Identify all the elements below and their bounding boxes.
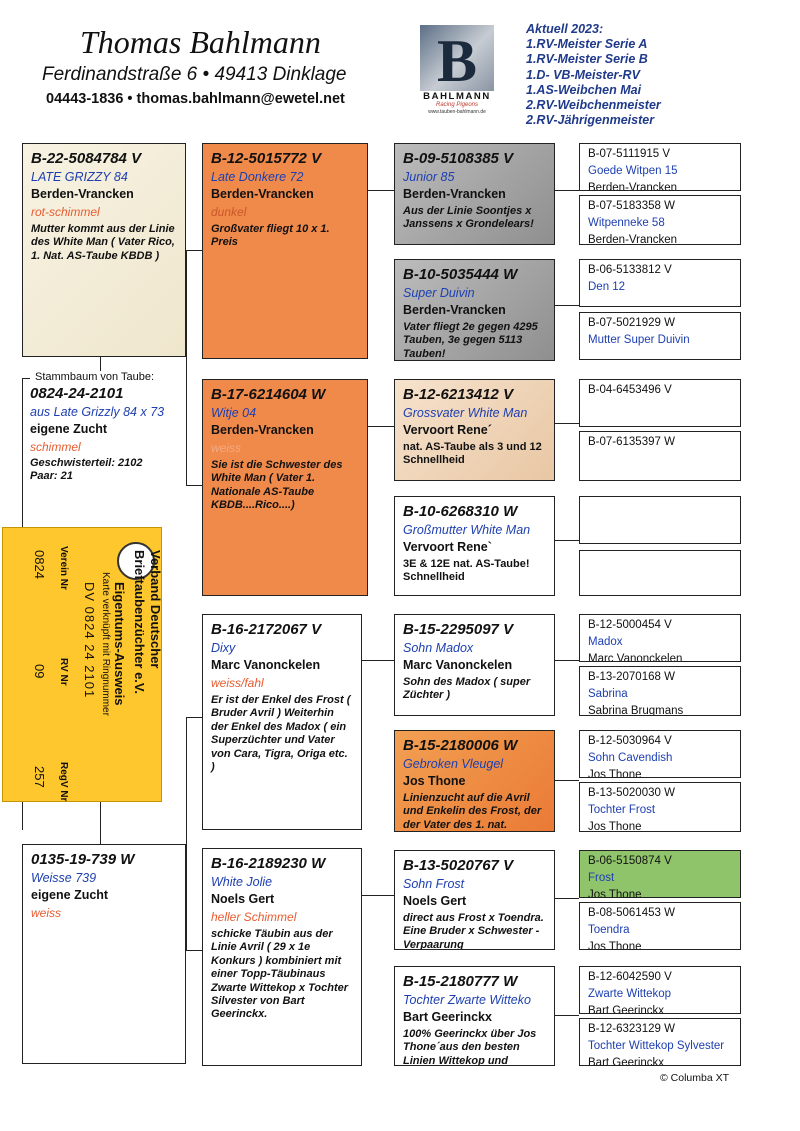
father-box[interactable] (22, 143, 186, 357)
pigeon-breeder: eigene Zucht (30, 422, 108, 436)
achievement-item: 1.AS-Weibchen Mai (526, 82, 642, 97)
pigeon-name: Dixy (211, 641, 236, 655)
bahlmann-logo (416, 25, 498, 117)
pigeon-name: Grossvater White Man (403, 406, 528, 420)
pigeon-ring: B-13-5020767 V (403, 857, 514, 874)
pigeon-ring: 0135-19-739 W (31, 851, 135, 868)
ancestor-name: Mutter Super Duivin (588, 334, 690, 346)
ancestor-box[interactable] (579, 550, 741, 596)
great-grandparent-box[interactable] (394, 143, 555, 245)
logo-subtitle: Racing Pigeons (435, 102, 479, 108)
logo-url: www.tauben-bahlmann.de (428, 109, 486, 115)
pigeon-ring: B-22-5084784 V (31, 150, 142, 167)
pigeon-breeder: eigene Zucht (31, 888, 109, 902)
card-federation-line2: Brieftaubenzüchter e.V. (132, 550, 147, 695)
great-grandparent-box[interactable] (394, 259, 555, 361)
grandparent-box[interactable] (202, 848, 362, 1066)
ancestor-name: Zwarte Wittekop (588, 988, 672, 1000)
grandparent-box[interactable] (202, 143, 368, 359)
pigeon-name: aus Late Grizzly 84 x 73 (30, 405, 165, 419)
ancestor-ring: B-12-5000454 V (588, 619, 672, 631)
pigeon-breeder: Berden-Vrancken (403, 187, 506, 201)
pigeon-name: Großmutter White Man (403, 523, 531, 537)
ancestor-ring: B-13-5020030 W (588, 787, 675, 799)
pigeon-name: Sohn Frost (403, 877, 465, 891)
ancestor-box[interactable] (579, 730, 741, 778)
pigeon-note: 100% Geerinckx über Jos Thone´aus den besten Linien Wittekop und (403, 1028, 537, 1066)
pigeon-note: schicke Täubin aus der Linie Avril ( 29 x 1e Konkurs ) kombiniert mit einer Topp-Täubinaus Zwarte Wittekop x Tochter Silvester von Bart Geerinckx. (211, 928, 349, 1021)
pigeon-note: Großvater fliegt 10 x 1. Preis (211, 223, 330, 249)
pigeon-color: heller Schimmel (211, 910, 297, 924)
ancestor-box[interactable] (579, 614, 741, 662)
connector-line (186, 717, 187, 950)
connector-line (186, 250, 187, 485)
ancestor-name: Frost (588, 872, 615, 884)
pigeon-note: Vater fliegt 2e gegen 4295 Tauben, 3e gegen 5113 Tauben! (403, 321, 538, 360)
ancestor-box[interactable] (579, 143, 741, 191)
ancestor-box[interactable] (579, 431, 741, 481)
connector-line (186, 250, 202, 251)
achievement-item: 1.RV-Meister Serie B (526, 52, 648, 67)
pigeon-breeder: Noels Gert (403, 894, 467, 908)
ancestor-box[interactable] (579, 902, 741, 950)
ancestor-box[interactable] (579, 195, 741, 245)
mother-box[interactable] (22, 844, 186, 1064)
pigeon-breeder: Noels Gert (211, 892, 275, 906)
card-value-regv: 257 (32, 766, 47, 788)
breeder-address: Ferdinandstraße 6 • 49413 Dinklage (42, 64, 347, 85)
subject-box[interactable] (22, 381, 186, 527)
pair-note: Paar: 21 (30, 470, 73, 483)
pigeon-color: weiss (31, 906, 62, 920)
pigeon-breeder: Marc Vanonckelen (211, 658, 321, 672)
ancestor-box[interactable] (579, 312, 741, 360)
card-value-rv: 09 (32, 664, 47, 679)
pigeon-ring: B-12-6213412 V (403, 386, 514, 403)
connector-line (368, 426, 394, 427)
pigeon-name: Witje 04 (211, 406, 257, 420)
ancestor-breeder: Jos Thone (588, 821, 642, 832)
ancestor-name: Den 12 (588, 281, 626, 293)
ancestor-breeder: Jos Thone (588, 889, 642, 898)
ancestor-name: Madox (588, 636, 623, 648)
connector-line (555, 423, 579, 424)
breeder-contact: 04443-1836 • thomas.bahlmann@ewetel.net (46, 91, 345, 107)
pigeon-ring: B-15-2295097 V (403, 621, 514, 638)
pigeon-ring: B-10-5035444 W (403, 266, 518, 283)
ancestor-breeder: Jos Thone (588, 941, 642, 950)
grandparent-box[interactable] (202, 614, 362, 830)
pigeon-ring: 0824-24-2101 (30, 385, 124, 402)
card-subtitle: Karte verknüpft mit Ringnummer (100, 572, 111, 716)
card-federation-line1: Verband Deutscher (148, 550, 163, 669)
ancestor-breeder: Sabrina Brugmans (588, 705, 684, 716)
connector-line (555, 540, 579, 541)
card-header-verein: Verein Nr (58, 546, 69, 590)
achievement-item: 2.RV-Jährigenmeister (526, 113, 655, 128)
pigeon-name: Late Donkere 72 (211, 170, 304, 184)
ancestor-ring: B-12-5030964 V (588, 735, 672, 747)
pigeon-name: White Jolie (211, 875, 273, 889)
pigeon-name: Super Duivin (403, 286, 475, 300)
pigeon-color: dunkel (211, 205, 247, 219)
pigeon-breeder: Berden-Vrancken (403, 303, 506, 317)
ancestor-name: Sohn Cavendish (588, 752, 673, 764)
achievement-item: 1.D- VB-Meister-RV (526, 67, 640, 82)
ancestor-name: Witpenneke 58 (588, 217, 665, 229)
pigeon-note: Sie ist die Schwester des White Man ( Vater 1. Nationale AS-Taube KBDB....Rico....) (211, 459, 343, 512)
logo-name: BAHLMANN (423, 91, 491, 102)
ownership-card (2, 527, 162, 802)
pigeon-name: Tochter Zwarte Witteko (403, 993, 531, 1007)
pigeon-ring: B-16-2172067 V (211, 621, 322, 638)
pigeon-note: 3E & 12E nat. AS-Taube! Schnellheid (403, 558, 530, 584)
ancestor-ring: B-07-5183358 W (588, 200, 675, 212)
pigeon-breeder: Vervoort Rene´ (403, 423, 492, 437)
copyright: © Columba XT (660, 1072, 730, 1084)
ancestor-name: Toendra (588, 924, 630, 936)
ancestor-ring: B-07-5021929 W (588, 317, 675, 329)
connector-line (186, 950, 202, 951)
connector-line (22, 378, 30, 379)
card-value-verein: 0824 (32, 550, 47, 579)
great-grandparent-box[interactable] (394, 379, 555, 481)
achievements-title: Aktuell 2023: (526, 22, 604, 36)
pigeon-name: Gebroken Vleugel (403, 757, 504, 771)
pigeon-name: Weisse 739 (31, 871, 97, 885)
grandparent-box[interactable] (202, 379, 368, 596)
pigeon-breeder: Bart Geerinckx (403, 1010, 492, 1024)
ancestor-name: Sabrina (588, 688, 628, 700)
pigeon-ring: B-12-5015772 V (211, 150, 322, 167)
pigeon-color: weiss/fahl (211, 676, 264, 690)
ancestor-box[interactable] (579, 850, 741, 898)
achievement-item: 1.RV-Meister Serie A (526, 37, 648, 52)
ancestor-box[interactable] (579, 782, 741, 832)
ancestor-breeder: Berden-Vrancken (588, 182, 678, 191)
pigeon-note: Mutter kommt aus der Linie des White Man ( Vater Rico, 1. Nat. AS-Taube KBDB ) (31, 223, 175, 262)
ancestor-ring: B-08-5061453 W (588, 907, 675, 919)
pigeon-ring: B-15-2180006 W (403, 737, 518, 754)
pigeon-note: Er ist der Enkel des Frost ( Bruder Avril ) Weiterhin der Enkel des Madox ( ein Superzüchter und Vater von Cara, Tigra, Origa etc. ) (211, 694, 351, 774)
pigeon-note: Sohn des Madox ( super Züchter ) (403, 676, 531, 702)
achievement-item: 2.RV-Weibchenmeister (526, 98, 661, 113)
ancestor-ring: B-06-5150874 V (588, 855, 672, 867)
ancestor-name: Goede Witpen 15 (588, 165, 678, 177)
great-grandparent-box[interactable] (394, 496, 555, 596)
connector-line (362, 895, 394, 896)
connector-line (186, 485, 202, 486)
card-ring-number: DV 0824 24 2101 (82, 582, 97, 699)
ancestor-breeder: Marc Vanonckelen (588, 653, 683, 662)
ancestor-ring: B-06-5133812 V (588, 264, 672, 276)
pigeon-color: rot-schimmel (31, 205, 100, 219)
ancestor-box[interactable] (579, 496, 741, 544)
ancestor-name: Tochter Frost (588, 804, 656, 816)
connector-line (555, 898, 579, 899)
pigeon-note: Linienzucht auf die Avril und Enkelin des Frost, der der Vater des 1. nat. (403, 792, 542, 831)
pigeon-ring: B-15-2180777 W (403, 973, 518, 990)
pigeon-name: Sohn Madox (403, 641, 474, 655)
connector-line (555, 190, 579, 191)
ancestor-box[interactable] (579, 666, 741, 716)
achievements-list (526, 22, 796, 128)
card-content (23, 538, 163, 802)
ancestor-box[interactable] (579, 1018, 741, 1066)
ancestor-breeder: Berden-Vrancken (588, 234, 678, 245)
ancestor-breeder: Jos Thone (588, 769, 642, 778)
pigeon-name: LATE GRIZZY 84 (31, 170, 128, 184)
connector-line (362, 660, 394, 661)
connector-line (186, 717, 202, 718)
pigeon-breeder: Marc Vanonckelen (403, 658, 513, 672)
pigeon-breeder: Berden-Vrancken (31, 187, 134, 201)
great-grandparent-box[interactable] (394, 850, 555, 950)
pigeon-breeder: Berden-Vrancken (211, 187, 314, 201)
ancestor-ring: B-07-6135397 W (588, 436, 675, 448)
great-grandparent-box[interactable] (394, 614, 555, 716)
ancestor-breeder: Bart Geerinckx (588, 1057, 665, 1066)
pigeon-color: schimmel (30, 440, 81, 454)
ancestor-box[interactable] (579, 379, 741, 427)
pigeon-note: Aus der Linie Soontjes x Janssens x Grondelears! (403, 205, 534, 231)
great-grandparent-box[interactable] (394, 730, 555, 832)
pigeon-breeder: Berden-Vrancken (211, 423, 314, 437)
pigeon-ring: B-10-6268310 W (403, 503, 518, 520)
sibling-note: Geschwisterteil: 2102 (30, 457, 143, 469)
connector-line (100, 802, 101, 844)
connector-line (368, 190, 394, 191)
ancestor-ring: B-07-5111915 V (588, 148, 671, 160)
pigeon-breeder: Jos Thone (403, 774, 466, 788)
pigeon-ring: B-16-2189230 W (211, 855, 326, 872)
card-title: Eigentums-Ausweis (112, 582, 127, 706)
breeder-name: Thomas Bahlmann (80, 24, 321, 60)
connector-line (555, 1015, 579, 1016)
ancestor-ring: B-12-6042590 V (588, 971, 672, 983)
ancestor-breeder: Bart Geerinckx (588, 1005, 665, 1014)
ancestor-name: Tochter Wittekop Sylvester (588, 1040, 725, 1052)
ancestor-ring: B-12-6323129 W (588, 1023, 675, 1035)
pigeon-note: direct aus Frost x Toendra. Eine Bruder x Schwester - Verpaarung (403, 912, 544, 950)
connector-line (555, 780, 579, 781)
great-grandparent-box[interactable] (394, 966, 555, 1066)
pigeon-ring: B-09-5108385 V (403, 150, 514, 167)
pigeon-color: weiss (211, 441, 242, 455)
card-header-rv: RV Nr (58, 658, 69, 686)
connector-line (555, 305, 579, 306)
card-header-regv: RegV Nr (58, 762, 69, 802)
connector-line (555, 660, 579, 661)
pigeon-name: Junior 85 (403, 170, 455, 184)
ancestor-box[interactable] (579, 966, 741, 1014)
pigeon-breeder: Vervoort Rene` (403, 540, 492, 554)
ancestor-box[interactable] (579, 259, 741, 307)
logo-letter: B (436, 28, 478, 94)
pigeon-ring: B-17-6214604 W (211, 386, 326, 403)
pedigree-label: Stammbaum von Taube: (32, 371, 157, 383)
ancestor-ring: B-04-6453496 V (588, 384, 672, 396)
ancestor-ring: B-13-2070168 W (588, 671, 675, 683)
pigeon-note: nat. AS-Taube als 3 und 12 Schnellheid (403, 441, 542, 467)
